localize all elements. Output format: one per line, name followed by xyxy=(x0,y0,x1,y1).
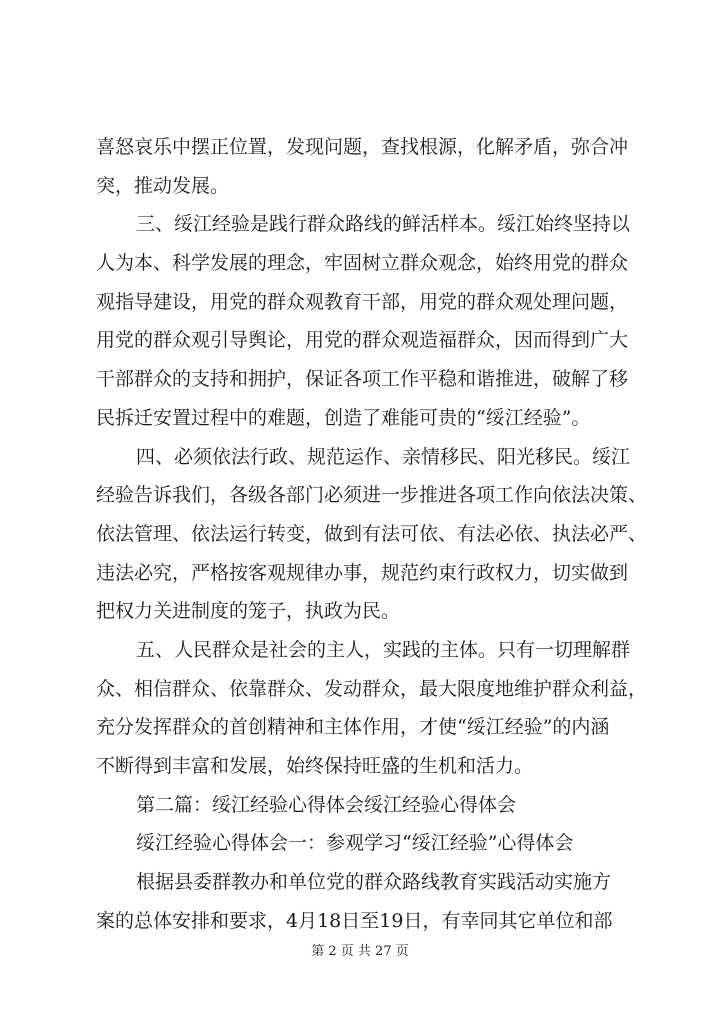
text-line: 充分发挥群众的首创精神和主体作用，才使“绥江经验”的内涵 xyxy=(96,716,610,739)
text-line: 众、相信群众、依靠群众、发动群众，最大限度地维护群众利益， xyxy=(96,677,648,700)
text-line: 用党的群众观引导舆论，用党的群众观造福群众，因而得到广大 xyxy=(96,329,629,352)
text-line: 依法管理、依法运行转变，做到有法可依、有法必依、执法必严、 xyxy=(96,522,648,545)
text-line: 根据县委群教办和单位党的群众路线教育实践活动实施方 xyxy=(136,871,612,894)
text-line: 违法必究，严格按客观规律办事，规范约束行政权力，切实做到 xyxy=(96,561,629,584)
text-line: 人为本、科学发展的理念，牢固树立群众观念，始终用党的群众 xyxy=(96,252,629,275)
text-line: 把权力关进制度的笼子，执政为民。 xyxy=(96,600,401,623)
section-heading: 第二篇：绥江经验心得体会绥江经验心得体会 xyxy=(136,793,517,816)
text-line: 五、人民群众是社会的主人，实践的主体。只有一切理解群 xyxy=(136,638,631,661)
page-number-footer: 第 2 页 共 27 页 xyxy=(311,944,409,959)
text-line: 案的总体安排和要求，4月18日至19日，有幸同其它单位和部 xyxy=(96,909,613,932)
text-line: 突，推动发展。 xyxy=(96,174,230,197)
document-body xyxy=(96,128,656,940)
text-line: 干部群众的支持和拥护，保证各项工作平稳和谐推进，破解了移 xyxy=(96,368,629,391)
article-title: 绥江经验心得体会一：参观学习“绥江经验”心得体会 xyxy=(136,832,574,855)
text-line: 观指导建设，用党的群众观教育干部，用党的群众观处理问题， xyxy=(96,290,629,313)
text-line: 四、必须依法行政、规范运作、亲情移民、阳光移民。绥江 xyxy=(136,445,631,468)
text-line: 民拆迁安置过程中的难题，创造了难能可贵的“绥江经验”。 xyxy=(96,406,591,429)
text-line: 喜怒哀乐中摆正位置，发现问题，查找根源，化解矛盾，弥合冲 xyxy=(96,136,629,158)
text-line: 经验告诉我们，各级各部门必须进一步推进各项工作向依法决策、 xyxy=(96,484,648,507)
text-line: 三、绥江经验是践行群众路线的鲜活样本。绥江始终坚持以 xyxy=(136,213,631,236)
text-line: 不断得到丰富和发展，始终保持旺盛的生机和活力。 xyxy=(96,755,534,777)
